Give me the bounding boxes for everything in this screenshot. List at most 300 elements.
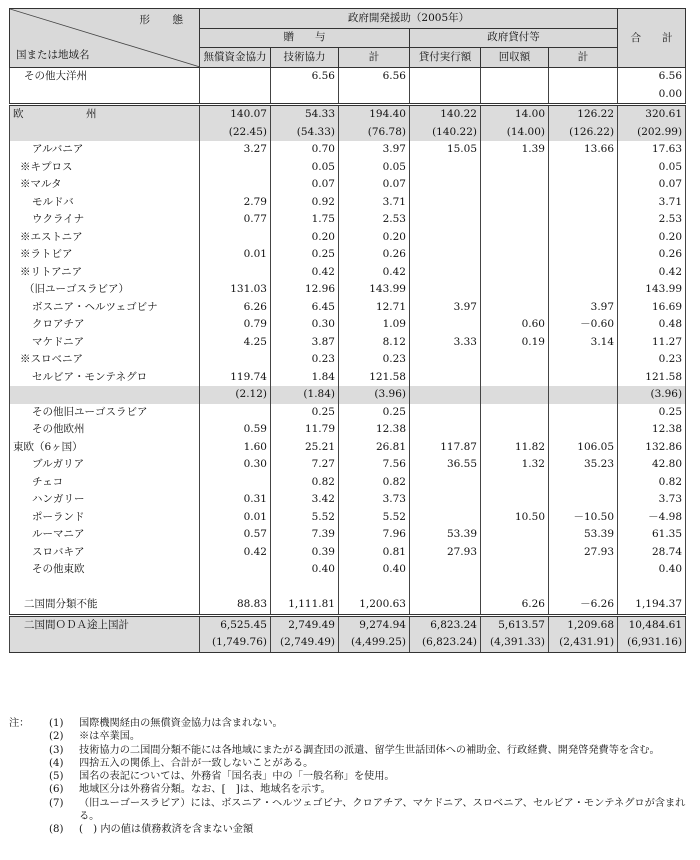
value-cell xyxy=(410,211,481,229)
loan-total-header: 計 xyxy=(549,48,618,68)
table-row xyxy=(10,421,686,439)
table-row xyxy=(10,105,686,124)
value-cell: 3.73 xyxy=(618,491,686,509)
table-row xyxy=(10,316,686,334)
value-cell xyxy=(549,421,618,439)
value-cell xyxy=(481,176,549,194)
value-cell: (22.45) xyxy=(200,124,271,142)
note-number: (6) xyxy=(49,784,64,796)
value-cell: 1,209.68 xyxy=(549,615,618,634)
note-label xyxy=(9,797,49,824)
note-label: 注： xyxy=(9,718,30,729)
value-cell: 11.82 xyxy=(481,439,549,457)
value-cell: (2.12) xyxy=(200,386,271,404)
value-cell xyxy=(481,474,549,492)
value-cell xyxy=(549,351,618,369)
region-name-cell xyxy=(10,281,200,299)
value-cell xyxy=(410,369,481,387)
value-cell: 3.14 xyxy=(549,334,618,352)
value-cell xyxy=(549,561,618,579)
value-cell xyxy=(481,159,549,177)
value-cell: 320.61 xyxy=(618,105,686,124)
value-cell: 1,111.81 xyxy=(271,596,339,615)
note-label xyxy=(9,770,49,783)
table-row xyxy=(10,386,686,404)
notes-list xyxy=(9,717,691,837)
note-item xyxy=(9,730,691,743)
value-cell: 0.05 xyxy=(271,159,339,177)
region-name: ※リトアニア xyxy=(20,265,83,278)
table-row xyxy=(10,194,686,212)
value-cell xyxy=(410,509,481,527)
value-cell: 2.79 xyxy=(200,194,271,212)
value-cell xyxy=(410,404,481,422)
value-cell xyxy=(200,176,271,194)
table-row xyxy=(10,474,686,492)
region-name-cell xyxy=(10,526,200,544)
region-name: その他東欧 xyxy=(32,563,85,576)
value-cell: 0.40 xyxy=(271,561,339,579)
note-text: ( ) 内の値は債務救済を含まない金額 xyxy=(79,824,254,836)
region-name: その他大洋州 xyxy=(24,70,87,83)
region-name-cell xyxy=(10,351,200,369)
table-row xyxy=(10,334,686,352)
note-number: (8) xyxy=(49,824,64,836)
value-cell: 26.81 xyxy=(339,439,410,457)
value-cell: (54.33) xyxy=(271,124,339,142)
value-cell: 0.19 xyxy=(481,334,549,352)
value-cell: 8.12 xyxy=(339,334,410,352)
value-cell xyxy=(481,386,549,404)
value-cell: 0.20 xyxy=(271,229,339,247)
value-cell: 7.39 xyxy=(271,526,339,544)
value-cell: 0.20 xyxy=(339,229,410,247)
value-cell: 0.82 xyxy=(271,474,339,492)
region-name: ポーランド xyxy=(32,510,85,523)
value-cell: 6,525.45 xyxy=(200,615,271,634)
value-cell xyxy=(481,421,549,439)
region-name-cell xyxy=(10,456,200,474)
value-cell xyxy=(481,194,549,212)
value-cell xyxy=(481,246,549,264)
value-cell: 0.42 xyxy=(200,544,271,562)
value-cell: 0.30 xyxy=(271,316,339,334)
value-cell: (6,823.24) xyxy=(410,634,481,652)
value-cell: 0.79 xyxy=(200,316,271,334)
value-cell xyxy=(410,68,481,86)
value-cell: (6,931.16) xyxy=(618,634,686,652)
value-cell: 0.92 xyxy=(271,194,339,212)
value-cell: 140.07 xyxy=(200,105,271,124)
value-cell: 0.39 xyxy=(271,544,339,562)
value-cell xyxy=(200,229,271,247)
region-name-cell xyxy=(10,229,200,247)
table-row xyxy=(10,281,686,299)
value-cell: 0.42 xyxy=(339,264,410,282)
value-cell: 3.71 xyxy=(339,194,410,212)
value-cell: 6.26 xyxy=(481,596,549,615)
value-cell xyxy=(481,264,549,282)
value-cell: 1,200.63 xyxy=(339,596,410,615)
value-cell: 11.79 xyxy=(271,421,339,439)
table-row xyxy=(10,369,686,387)
value-cell: 42.80 xyxy=(618,456,686,474)
region-name: 二国間ＯＤＡ途上国計 xyxy=(24,618,129,631)
region-name: （旧ユーゴスラビア） xyxy=(24,283,129,296)
value-cell: 12.96 xyxy=(271,281,339,299)
value-cell: 0.30 xyxy=(200,456,271,474)
value-cell: 143.99 xyxy=(618,281,686,299)
region-name-cell xyxy=(10,474,200,492)
total-header: 合 計 xyxy=(618,9,686,68)
value-cell: 6.56 xyxy=(618,68,686,86)
value-cell: 7.96 xyxy=(339,526,410,544)
value-cell: 1.60 xyxy=(200,439,271,457)
region-name: スロバキア xyxy=(32,545,85,558)
value-cell xyxy=(549,86,618,105)
note-label xyxy=(9,823,49,836)
region-name-cell xyxy=(10,509,200,527)
grant-total-header: 計 xyxy=(339,48,410,68)
value-cell: (2,749.49) xyxy=(271,634,339,652)
value-cell xyxy=(481,579,549,597)
region-name: その他欧州 xyxy=(32,423,85,436)
region-name: チェコ xyxy=(32,475,64,488)
table-body xyxy=(10,68,686,653)
value-cell xyxy=(481,369,549,387)
table-row xyxy=(10,596,686,615)
value-cell: 3.87 xyxy=(271,334,339,352)
value-cell: 0.26 xyxy=(339,246,410,264)
value-cell: 54.33 xyxy=(271,105,339,124)
value-cell xyxy=(339,579,410,597)
value-cell xyxy=(549,246,618,264)
region-name: マケドニア xyxy=(32,335,85,348)
table-row xyxy=(10,351,686,369)
value-cell xyxy=(410,421,481,439)
region-name-cell xyxy=(10,544,200,562)
value-cell: －4.98 xyxy=(618,509,686,527)
value-cell xyxy=(271,579,339,597)
value-cell xyxy=(481,404,549,422)
region-name-cell xyxy=(10,264,200,282)
value-cell: 88.83 xyxy=(200,596,271,615)
region-name: ※キプロス xyxy=(20,160,73,173)
region-name-cell xyxy=(10,316,200,334)
region-label: 国または地域名 xyxy=(16,49,90,61)
table-row xyxy=(10,491,686,509)
value-cell xyxy=(271,86,339,105)
region-name: ブルガリア xyxy=(32,458,85,471)
value-cell: 117.87 xyxy=(410,439,481,457)
region-name: ※マルタ xyxy=(20,178,62,191)
value-cell: 3.97 xyxy=(339,141,410,159)
value-cell: 0.26 xyxy=(618,246,686,264)
note-item xyxy=(9,770,691,783)
table-row xyxy=(10,439,686,457)
value-cell xyxy=(481,211,549,229)
region-name: クロアチア xyxy=(32,318,85,331)
value-cell: 36.55 xyxy=(410,456,481,474)
value-cell: 0.25 xyxy=(271,246,339,264)
note-item xyxy=(9,797,691,824)
value-cell: 2,749.49 xyxy=(271,615,339,634)
region-name-cell xyxy=(10,124,200,142)
value-cell xyxy=(410,316,481,334)
value-cell: 3.97 xyxy=(410,299,481,317)
value-cell: 35.23 xyxy=(549,456,618,474)
value-cell xyxy=(410,579,481,597)
region-name-cell xyxy=(10,369,200,387)
table-row xyxy=(10,404,686,422)
value-cell: 0.57 xyxy=(200,526,271,544)
value-cell xyxy=(549,369,618,387)
value-cell: 9,274.94 xyxy=(339,615,410,634)
note-text: （旧ユーゴースラビア）には、ボスニア・ヘルツェゴビナ、クロアチア、マケドニア、スロベニア、セルビア・モンテネグロが含まれる。 xyxy=(79,797,686,823)
region-name-cell xyxy=(10,105,200,124)
note-number: (7) xyxy=(49,797,64,809)
value-cell xyxy=(549,229,618,247)
value-cell xyxy=(339,86,410,105)
value-cell: 126.22 xyxy=(549,105,618,124)
region-name-cell xyxy=(10,421,200,439)
value-cell xyxy=(549,211,618,229)
region-name-cell xyxy=(10,68,200,86)
region-name-cell xyxy=(10,299,200,317)
value-cell: 0.07 xyxy=(618,176,686,194)
grant-header: 贈 与 xyxy=(200,28,410,48)
value-cell: 119.74 xyxy=(200,369,271,387)
value-cell xyxy=(200,68,271,86)
value-cell xyxy=(410,491,481,509)
value-cell xyxy=(410,474,481,492)
value-cell xyxy=(481,281,549,299)
region-name: ※ラトビア xyxy=(20,248,73,261)
table-row xyxy=(10,615,686,634)
value-cell: 27.93 xyxy=(549,544,618,562)
value-cell: 132.86 xyxy=(618,439,686,457)
value-cell: 0.60 xyxy=(481,316,549,334)
value-cell: (2,431.91) xyxy=(549,634,618,652)
value-cell: 5.52 xyxy=(339,509,410,527)
note-item xyxy=(9,717,691,730)
grant-aid-header: 無償資金協力 xyxy=(200,48,271,68)
value-cell: 27.93 xyxy=(410,544,481,562)
table-row xyxy=(10,141,686,159)
value-cell: 1.32 xyxy=(481,456,549,474)
value-cell: 0.07 xyxy=(339,176,410,194)
value-cell: 106.05 xyxy=(549,439,618,457)
value-cell: 6.26 xyxy=(200,299,271,317)
value-cell xyxy=(549,474,618,492)
region-name-cell xyxy=(10,439,200,457)
note-text: 四捨五入の関係上、合計が一致しないことがある。 xyxy=(79,757,314,769)
value-cell: (4,499.25) xyxy=(339,634,410,652)
value-cell: 5,613.57 xyxy=(481,615,549,634)
value-cell xyxy=(549,176,618,194)
region-name: ウクライナ xyxy=(32,213,85,226)
value-cell: 0.70 xyxy=(271,141,339,159)
table-row xyxy=(10,246,686,264)
value-cell: －0.60 xyxy=(549,316,618,334)
value-cell: 143.99 xyxy=(339,281,410,299)
region-name-cell xyxy=(10,561,200,579)
value-cell xyxy=(410,561,481,579)
table-row xyxy=(10,86,686,105)
value-cell: 6.56 xyxy=(339,68,410,86)
value-cell: 12.38 xyxy=(339,421,410,439)
value-cell: 140.22 xyxy=(410,105,481,124)
value-cell: 11.27 xyxy=(618,334,686,352)
value-cell: 5.52 xyxy=(271,509,339,527)
oda-header: 政府開発援助（2005年） xyxy=(200,9,618,29)
table-row xyxy=(10,561,686,579)
value-cell: 3.71 xyxy=(618,194,686,212)
region-name-cell xyxy=(10,176,200,194)
loan-recovery-header: 回収額 xyxy=(481,48,549,68)
value-cell: (14.00) xyxy=(481,124,549,142)
value-cell: 6.45 xyxy=(271,299,339,317)
value-cell: 0.40 xyxy=(339,561,410,579)
table-row xyxy=(10,124,686,142)
region-name: その他旧ユーゴスラビア xyxy=(32,405,148,418)
region-name: アルバニア xyxy=(32,143,84,156)
region-name-cell xyxy=(10,386,200,404)
value-cell: 3.33 xyxy=(410,334,481,352)
form-label: 形 態 xyxy=(139,14,189,26)
region-name: セルビア・モンテネグロ xyxy=(32,370,148,383)
region-name-cell xyxy=(10,634,200,652)
note-label xyxy=(9,730,49,743)
table-row xyxy=(10,579,686,597)
region-name: ボスニア・ヘルツェゴビナ xyxy=(32,300,158,313)
value-cell: 0.05 xyxy=(618,159,686,177)
table-row xyxy=(10,544,686,562)
value-cell: 0.05 xyxy=(339,159,410,177)
value-cell: 10,484.61 xyxy=(618,615,686,634)
value-cell xyxy=(200,404,271,422)
value-cell xyxy=(200,579,271,597)
table-row xyxy=(10,526,686,544)
value-cell: 0.42 xyxy=(271,264,339,282)
note-item xyxy=(9,783,691,796)
region-name-cell xyxy=(10,334,200,352)
loan-header: 政府貸付等 xyxy=(410,28,618,48)
value-cell: (3.96) xyxy=(618,386,686,404)
note-number: (4) xyxy=(49,757,64,769)
value-cell: 13.66 xyxy=(549,141,618,159)
value-cell: 53.39 xyxy=(410,526,481,544)
value-cell xyxy=(481,526,549,544)
value-cell: 14.00 xyxy=(481,105,549,124)
table-row xyxy=(10,229,686,247)
value-cell: 17.63 xyxy=(618,141,686,159)
value-cell: 1,194.37 xyxy=(618,596,686,615)
value-cell: 10.50 xyxy=(481,509,549,527)
value-cell xyxy=(549,281,618,299)
region-name: 欧 州 xyxy=(13,108,123,121)
value-cell: 0.81 xyxy=(339,544,410,562)
value-cell: (126.22) xyxy=(549,124,618,142)
value-cell: 6.56 xyxy=(271,68,339,86)
value-cell xyxy=(200,86,271,105)
value-cell xyxy=(549,264,618,282)
table-row xyxy=(10,299,686,317)
value-cell: 0.07 xyxy=(271,176,339,194)
value-cell: 4.25 xyxy=(200,334,271,352)
value-cell: 2.53 xyxy=(339,211,410,229)
value-cell: 0.82 xyxy=(618,474,686,492)
value-cell: 15.05 xyxy=(410,141,481,159)
table-row xyxy=(10,159,686,177)
value-cell: 131.03 xyxy=(200,281,271,299)
value-cell: 6,823.24 xyxy=(410,615,481,634)
value-cell: 0.01 xyxy=(200,246,271,264)
note-number: (2) xyxy=(49,731,64,743)
region-name: ※エストニア xyxy=(20,230,83,243)
loan-exec-header: 貸付実行額 xyxy=(410,48,481,68)
value-cell xyxy=(481,86,549,105)
region-name: ハンガリー xyxy=(32,493,85,506)
value-cell: 1.75 xyxy=(271,211,339,229)
region-name-cell xyxy=(10,404,200,422)
value-cell: 194.40 xyxy=(339,105,410,124)
table-row xyxy=(10,176,686,194)
value-cell xyxy=(410,86,481,105)
region-name: ルーマニア xyxy=(32,528,85,541)
value-cell: 0.25 xyxy=(339,404,410,422)
region-name-cell xyxy=(10,194,200,212)
note-number: (5) xyxy=(49,771,64,783)
value-cell: (3.96) xyxy=(339,386,410,404)
value-cell xyxy=(549,579,618,597)
value-cell xyxy=(549,194,618,212)
value-cell xyxy=(410,176,481,194)
value-cell: (1.84) xyxy=(271,386,339,404)
note-text: 国際機関経由の無償資金協力は含まれない。 xyxy=(79,718,283,729)
value-cell: 2.53 xyxy=(618,211,686,229)
value-cell xyxy=(618,579,686,597)
value-cell: 121.58 xyxy=(618,369,686,387)
value-cell: 25.21 xyxy=(271,439,339,457)
region-name-cell xyxy=(10,579,200,597)
notes-section xyxy=(9,717,691,837)
region-name-cell xyxy=(10,159,200,177)
value-cell: 3.97 xyxy=(549,299,618,317)
value-cell xyxy=(481,491,549,509)
value-cell: 1.09 xyxy=(339,316,410,334)
value-cell: 1.39 xyxy=(481,141,549,159)
value-cell: (140.22) xyxy=(410,124,481,142)
value-cell xyxy=(410,229,481,247)
value-cell xyxy=(200,474,271,492)
region-name-cell xyxy=(10,141,200,159)
value-cell: (76.78) xyxy=(339,124,410,142)
value-cell: 12.38 xyxy=(618,421,686,439)
value-cell xyxy=(549,386,618,404)
value-cell: 3.73 xyxy=(339,491,410,509)
value-cell: 1.84 xyxy=(271,369,339,387)
value-cell: 7.27 xyxy=(271,456,339,474)
note-number: (1) xyxy=(49,718,64,729)
value-cell: 28.74 xyxy=(618,544,686,562)
note-item xyxy=(9,744,691,757)
note-number: (3) xyxy=(49,744,64,756)
note-text: 技術協力の二国間分類不能には各地域にまたがる調査団の派遣、留学生世話団体への補助金、行政経費、開発啓発費等を含む。 xyxy=(79,744,660,756)
value-cell xyxy=(410,264,481,282)
region-name-cell xyxy=(10,596,200,615)
table-row xyxy=(10,264,686,282)
